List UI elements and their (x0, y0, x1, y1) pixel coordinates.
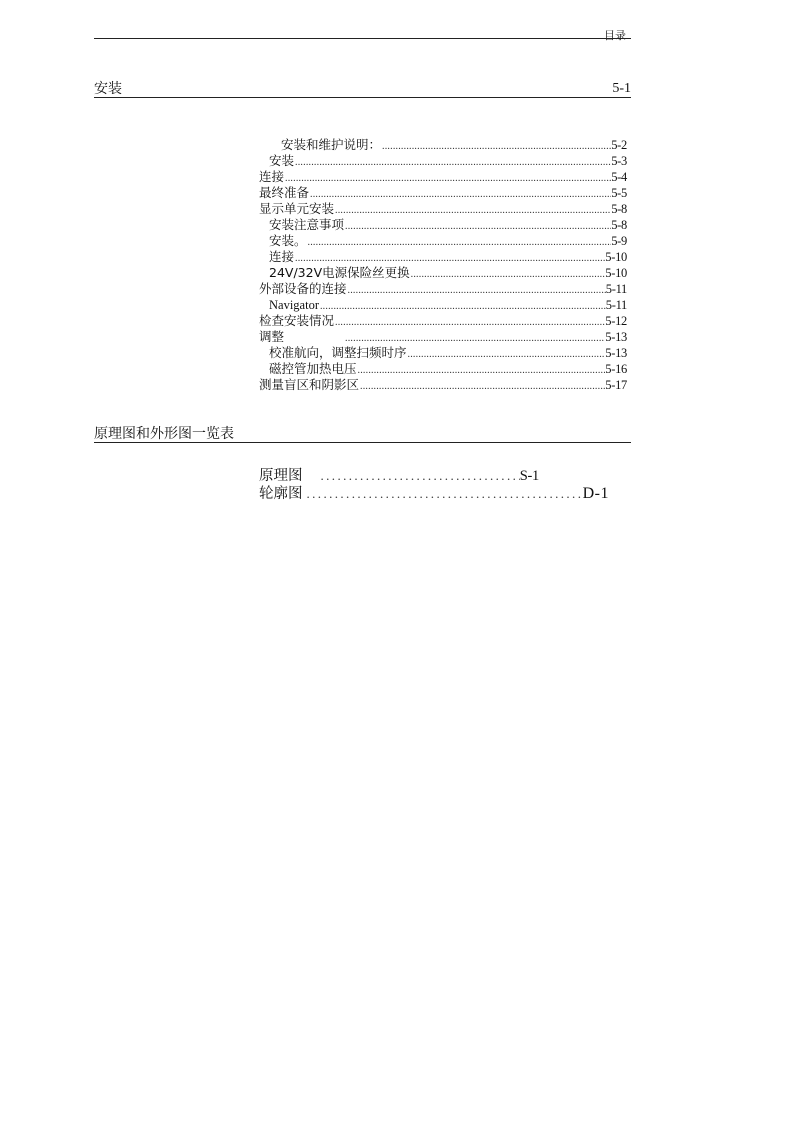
toc-entry-label: 检查安装情况 (259, 313, 335, 328)
toc-entry-page: 5-9 (611, 234, 627, 248)
toc-entry-label: Navigator (269, 298, 319, 312)
toc-entry-page: S-1 (519, 468, 539, 484)
toc-entry[interactable] (259, 265, 627, 281)
toc-leader (317, 467, 520, 485)
toc-installation (259, 137, 627, 393)
toc-leader (357, 363, 606, 379)
toc-entry-page: 5-8 (611, 218, 627, 232)
toc-entry-page: 5-5 (611, 186, 627, 200)
toc-entry[interactable] (259, 329, 627, 345)
toc-leader (294, 155, 611, 171)
toc-entry-page: 5-16 (605, 362, 627, 376)
toc-leader (334, 315, 605, 331)
toc-entry-label: 外部设备的连接 (259, 281, 347, 296)
toc-entry-label: 连接 (259, 169, 285, 184)
toc-leader (303, 485, 583, 503)
toc-entry-label: 轮廓图 (259, 486, 303, 502)
toc-leader (381, 139, 611, 155)
toc-leader (344, 219, 611, 235)
toc-entry[interactable] (259, 313, 627, 329)
toc-entry-label: 显示单元安装 (259, 201, 335, 216)
header-rule (94, 38, 631, 39)
toc-entry-label: 连接 (269, 249, 295, 264)
section-title: 安装 (94, 81, 122, 97)
toc-entry-page: 5-4 (611, 170, 627, 184)
toc-entry-page: 5-10 (605, 250, 627, 264)
section-page: 5-1 (612, 81, 631, 96)
toc-entry[interactable] (259, 217, 627, 233)
toc-entry[interactable] (259, 361, 627, 377)
toc-entry[interactable] (259, 377, 627, 393)
toc-entry[interactable] (259, 153, 627, 169)
toc-entry-page: 5-3 (611, 154, 627, 168)
toc-entry[interactable] (259, 137, 627, 153)
toc-entry-page: 5-12 (605, 314, 627, 328)
toc-entry-page: D-1 (582, 485, 609, 502)
toc-entry[interactable] (259, 169, 627, 185)
toc-entry[interactable] (259, 249, 627, 265)
toc-entry[interactable] (259, 345, 627, 361)
toc-leader (407, 347, 606, 363)
toc-entry-label: 安装。 (269, 233, 307, 248)
toc-entry-label: 安装 (269, 153, 295, 168)
toc-entry[interactable] (259, 485, 609, 503)
toc-entry[interactable] (259, 185, 627, 201)
toc-entry[interactable] (259, 201, 627, 217)
toc-entry-page: 5-13 (605, 330, 627, 344)
toc-entry[interactable] (259, 297, 627, 313)
toc-entry-label: 校准航向，调整扫频时序 (269, 345, 407, 360)
toc-leader (359, 379, 605, 395)
section-title: 原理图和外形图一览表 (94, 426, 234, 442)
section-heading-diagrams (94, 426, 631, 443)
toc-entry-label: 24V/32V电源保险丝更换 (269, 265, 410, 280)
toc-entry-label: 测量盲区和阴影区 (259, 377, 360, 392)
toc-entry-label: 原理图 (259, 468, 303, 484)
toc-entry-page: 5-13 (605, 346, 627, 360)
toc-entry-label: 最终准备 (259, 185, 310, 200)
toc-entry[interactable] (259, 467, 539, 485)
toc-entry-page: 5-8 (611, 202, 627, 216)
toc-diagrams (259, 467, 609, 503)
toc-entry-page: 5-2 (611, 138, 627, 152)
toc-leader (334, 203, 611, 219)
toc-entry-page: 5-11 (605, 282, 627, 296)
toc-entry-page: 5-11 (605, 298, 627, 312)
toc-leader (284, 171, 611, 187)
toc-entry-label: 磁控管加热电压 (269, 361, 357, 376)
toc-entry-page: 5-10 (605, 266, 627, 280)
toc-entry-page: 5-17 (605, 378, 627, 392)
toc-entry-label: 安装和维护说明： (281, 137, 382, 152)
header-title: 目录 (604, 29, 626, 42)
toc-entry-label: 调整 (259, 329, 285, 344)
section-heading-installation (94, 81, 631, 98)
toc-leader (347, 283, 606, 299)
toc-entry-label: 安装注意事项 (269, 217, 345, 232)
toc-entry[interactable] (259, 281, 627, 297)
toc-leader (410, 267, 606, 283)
toc-leader (309, 187, 611, 203)
toc-leader (319, 299, 606, 315)
toc-entry[interactable] (259, 233, 627, 249)
toc-leader (307, 235, 612, 251)
